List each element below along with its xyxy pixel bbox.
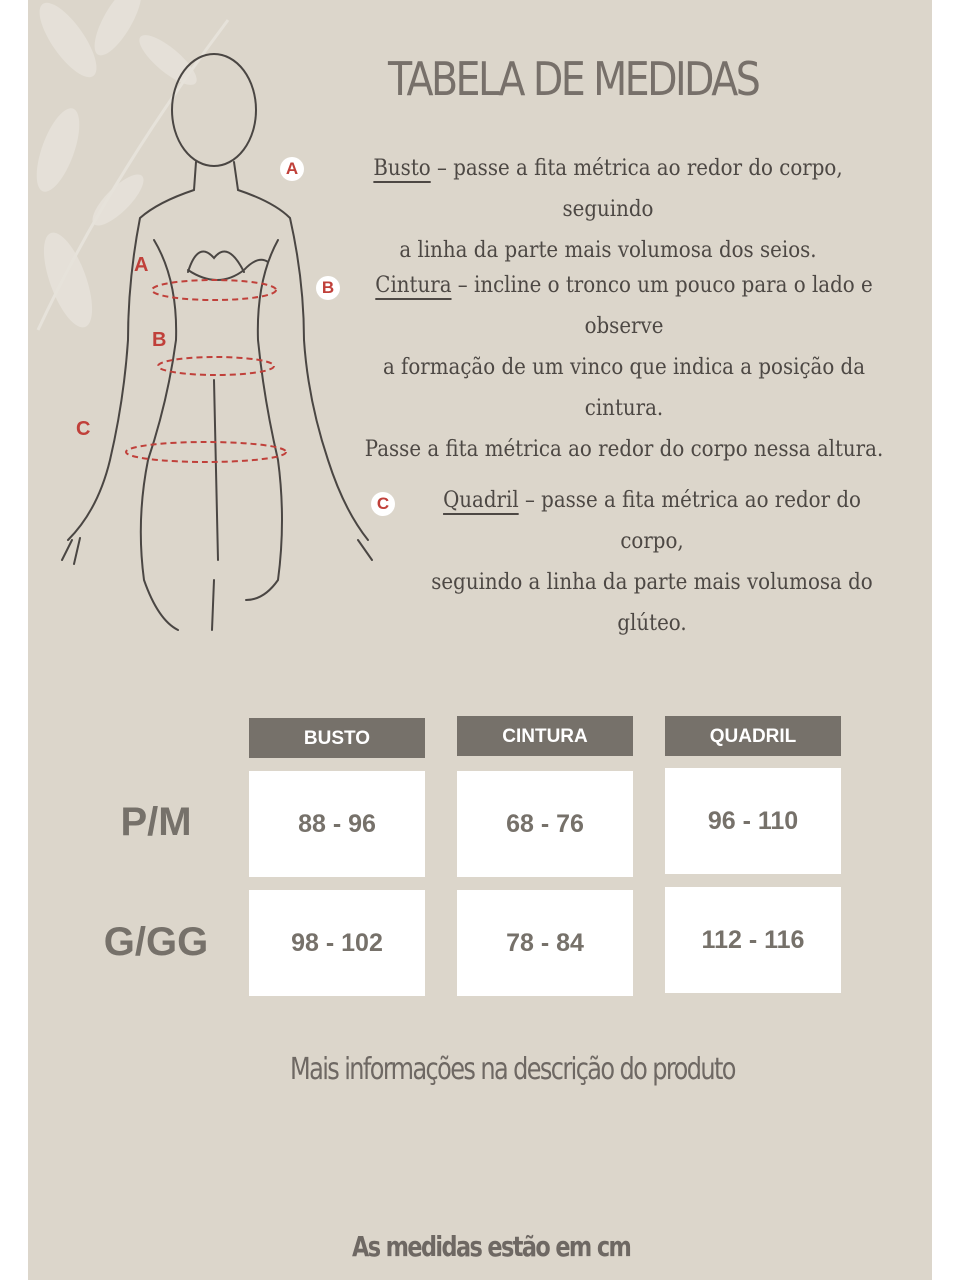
keyword-quadril: Quadril (443, 488, 519, 513)
units-note: As medidas estão em cm (352, 1230, 631, 1263)
keyword-cintura: Cintura (375, 273, 452, 298)
size-chart-card (28, 0, 932, 1280)
column-header-busto: BUSTO (249, 718, 425, 758)
figure-label-b: B (152, 329, 167, 351)
size-label-pm: P/M (120, 800, 192, 844)
page-title: TABELA DE MEDIDAS (388, 52, 759, 106)
table-cell: 78 - 84 (457, 890, 633, 996)
table-cell: 112 - 116 (665, 887, 841, 993)
more-info-note: Mais informações na descrição do produto (290, 1052, 735, 1087)
instruction-busto: Busto – passe a fita métrica ao redor do corpo, seguindo a linha da parte mais volumosa dos seios. (373, 156, 843, 263)
table-cell: 68 - 76 (457, 771, 633, 877)
instruction-quadril: Quadril – passe a fita métrica ao redor do corpo, seguindo a linha da parte mais volumosa do glúteo. (431, 488, 873, 636)
keyword-busto: Busto (373, 156, 431, 181)
badge-b: B (316, 276, 340, 300)
badge-a: A (280, 157, 304, 181)
figure-label-a: A (134, 254, 149, 276)
body-figure-icon (28, 40, 388, 640)
badge-c: C (371, 492, 395, 516)
column-header-quadril: QUADRIL (665, 716, 841, 756)
instruction-cintura: Cintura – incline o tronco um pouco para o lado e observe a formação de um vinco que indica a posição da cintura. Passe a fita métrica ao redor do corpo nessa altura. (364, 273, 884, 462)
size-label-ggg: G/GG (103, 920, 209, 964)
table-cell: 88 - 96 (249, 771, 425, 877)
table-cell: 96 - 110 (665, 768, 841, 874)
figure-label-c: C (76, 418, 91, 440)
table-cell: 98 - 102 (249, 890, 425, 996)
column-header-cintura: CINTURA (457, 716, 633, 756)
